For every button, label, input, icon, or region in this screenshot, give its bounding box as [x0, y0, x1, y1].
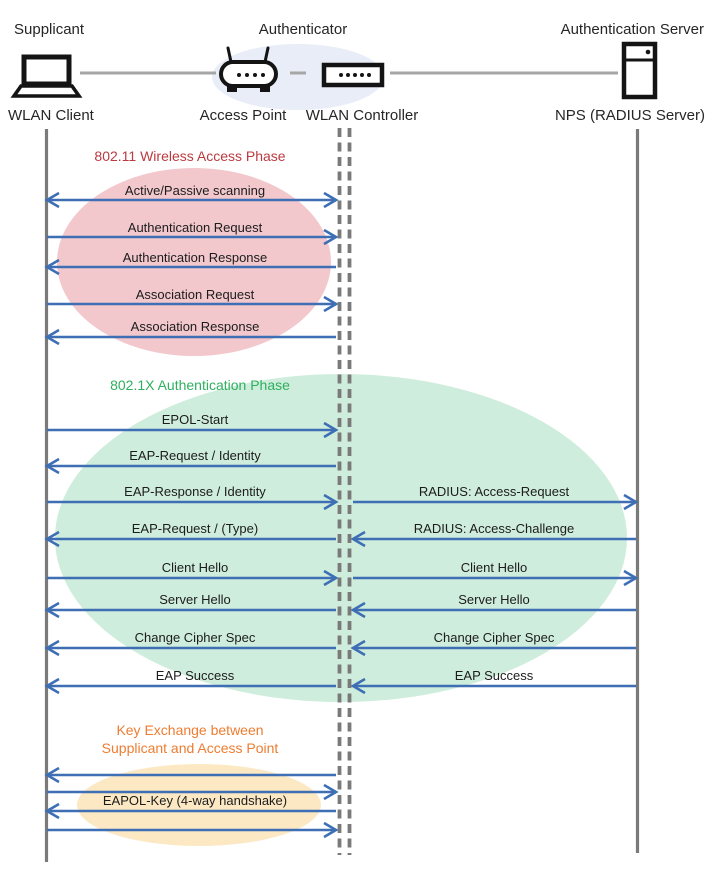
- svg-text:Authentication Response: Authentication Response: [122, 250, 268, 265]
- access-point-label: Access Point: [199, 107, 287, 124]
- svg-text:Client Hello: Client Hello: [460, 560, 528, 575]
- wlan-controller-label: WLAN Controller: [305, 107, 419, 124]
- nps-radius-server-label: NPS (RADIUS Server): [554, 107, 705, 124]
- svg-text:Change Cipher Spec: Change Cipher Spec: [433, 630, 555, 645]
- svg-text:Association Response: Association Response: [130, 319, 260, 334]
- auth-server-role-label: Authentication Server: [560, 21, 704, 38]
- phase2-title: 802.1X Authentication Phase: [110, 377, 290, 393]
- authenticator-role-label: Authenticator: [258, 21, 348, 38]
- wlan-controller-icon: [324, 65, 382, 85]
- svg-text:Change Cipher Spec: Change Cipher Spec: [134, 630, 256, 645]
- svg-text:EAP-Request / (Type): EAP-Request / (Type): [131, 521, 259, 536]
- wlan-client-label: WLAN Client: [8, 107, 94, 124]
- svg-text:EAP Success: EAP Success: [155, 668, 235, 683]
- svg-text:Server Hello: Server Hello: [159, 592, 231, 607]
- svg-text:EAP-Request / Identity: EAP-Request / Identity: [129, 448, 261, 463]
- supplicant-role-label: Supplicant: [14, 21, 85, 38]
- svg-text:Client Hello: Client Hello: [161, 560, 229, 575]
- svg-text:EPOL-Start: EPOL-Start: [161, 412, 229, 427]
- svg-text:EAP Success: EAP Success: [454, 668, 534, 683]
- svg-text:Server Hello: Server Hello: [458, 592, 530, 607]
- phase3-title-line2: Supplicant and Access Point: [101, 740, 279, 756]
- svg-text:EAPOL-Key (4-way handshake): EAPOL-Key (4-way handshake): [102, 793, 288, 808]
- laptop-icon: [14, 57, 79, 96]
- svg-text:Association Request: Association Request: [135, 287, 255, 302]
- radius-server-icon: [624, 44, 655, 97]
- svg-text:Authentication Request: Authentication Request: [127, 220, 263, 235]
- svg-text:RADIUS: Access-Challenge: RADIUS: Access-Challenge: [413, 521, 575, 536]
- svg-text:Active/Passive scanning: Active/Passive scanning: [124, 183, 266, 198]
- phase1-title: 802.11 Wireless Access Phase: [94, 148, 286, 164]
- phase3-title-line1: Key Exchange between: [116, 722, 264, 738]
- svg-text:RADIUS: Access-Request: RADIUS: Access-Request: [418, 484, 570, 499]
- svg-text:EAP-Response / Identity: EAP-Response / Identity: [124, 484, 266, 499]
